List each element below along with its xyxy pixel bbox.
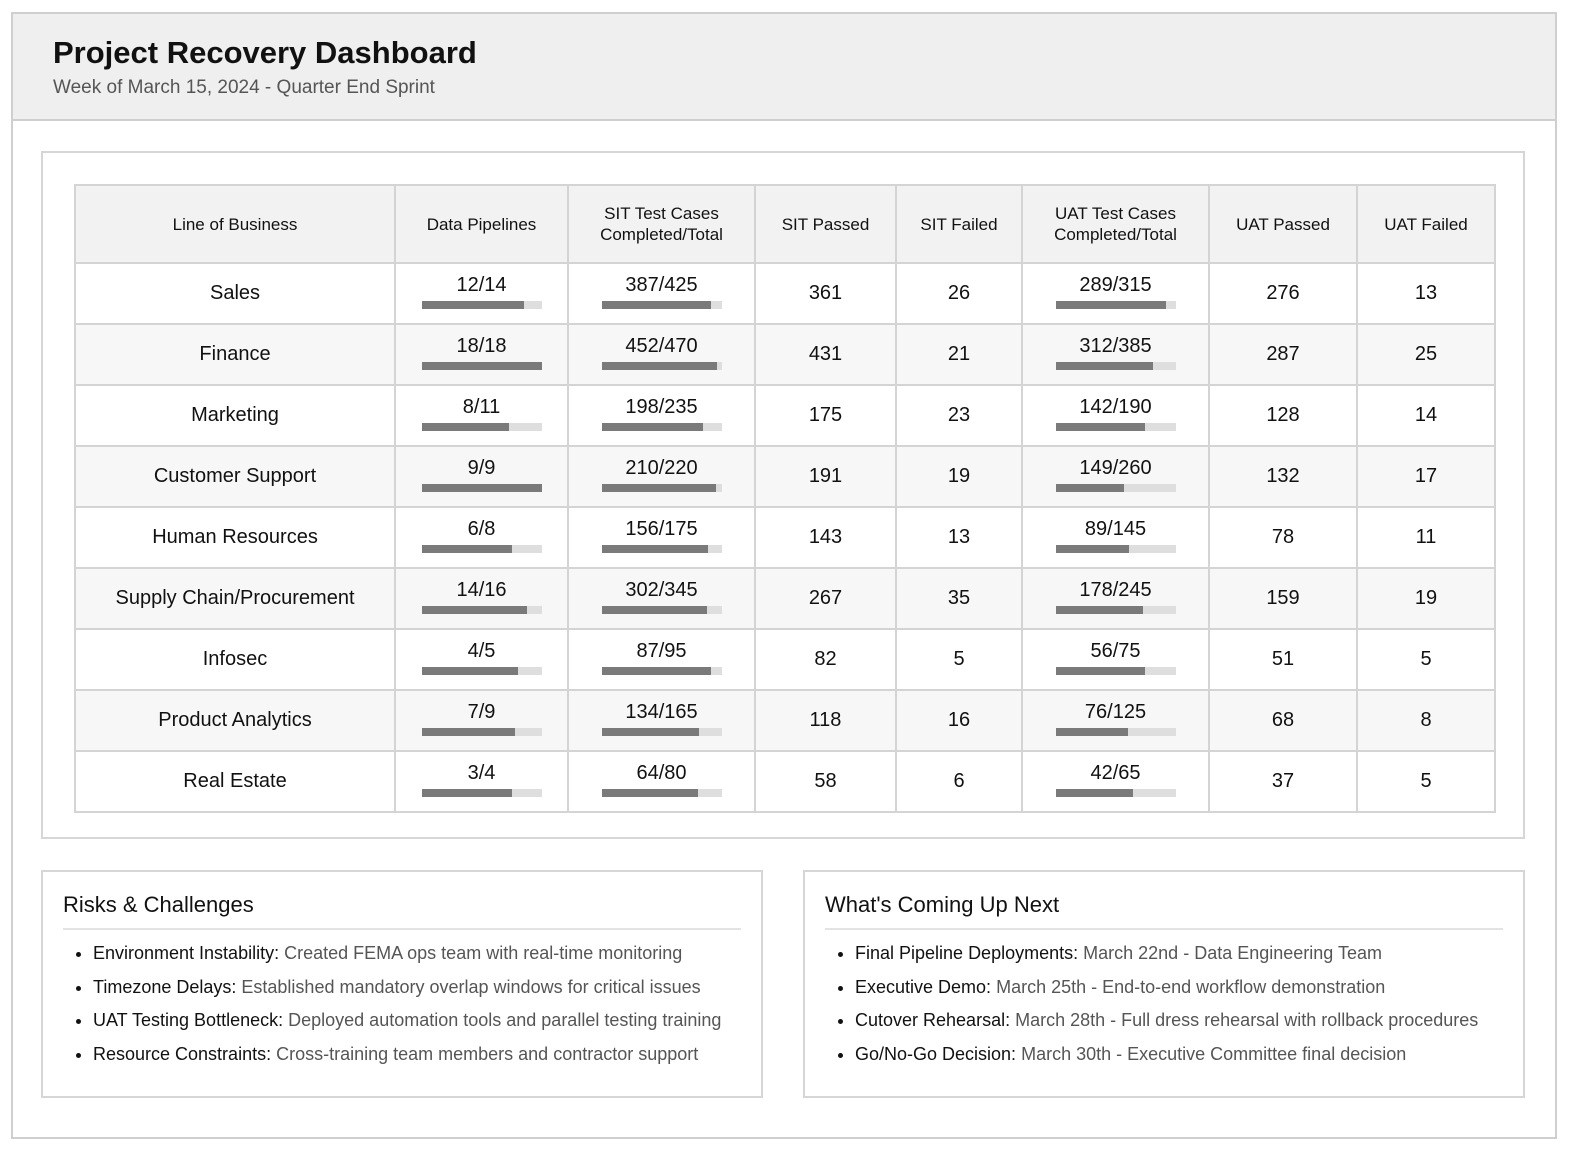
progress-bar-fill (422, 789, 512, 797)
progress-bar-fill (1056, 606, 1143, 614)
progress-bar-fill (602, 667, 712, 675)
cell-line-of-business-value: Marketing (191, 404, 279, 426)
risk-label: Timezone Delays: (93, 976, 237, 997)
cell-sit-failed (896, 629, 1022, 690)
table-header-row (75, 185, 1495, 263)
next-steps-panel (803, 870, 1525, 1098)
cell-sit-passed (755, 446, 896, 507)
next-steps-list (825, 942, 1503, 1065)
cell-uat-test-cases-value: 56/75 (1090, 640, 1141, 662)
cell-sit-test-cases (568, 507, 755, 568)
cell-uat-passed (1209, 507, 1357, 568)
table-body (75, 263, 1495, 812)
cell-data-pipelines (395, 446, 568, 507)
cell-uat-passed (1209, 263, 1357, 324)
cell-uat-test-cases-value: 178/245 (1079, 579, 1152, 601)
progress-bar (602, 789, 722, 797)
cell-uat-passed-value: 287 (1266, 343, 1300, 365)
cell-data-pipelines-value: 3/4 (467, 762, 496, 784)
cell-sit-test-cases-value: 87/95 (636, 640, 687, 662)
progress-bar (602, 484, 722, 492)
table-row (75, 568, 1495, 629)
cell-uat-passed-value: 276 (1266, 282, 1300, 304)
cell-uat-failed (1357, 751, 1495, 812)
risk-text: Created FEMA ops team with real-time monitoring (284, 943, 683, 963)
cell-data-pipelines-value: 9/9 (467, 457, 496, 479)
cell-uat-passed (1209, 690, 1357, 751)
progress-bar (422, 667, 542, 675)
cell-uat-failed (1357, 690, 1495, 751)
progress-bar-fill (602, 423, 703, 431)
cell-uat-test-cases-value: 149/260 (1079, 457, 1152, 479)
cell-sit-passed (755, 629, 896, 690)
cell-sit-passed-value: 191 (808, 465, 843, 487)
cell-line-of-business-value: Customer Support (153, 465, 317, 487)
next-step-text: March 28th - Full dress rehearsal with rollback procedures (1015, 1010, 1479, 1031)
progress-bar (602, 301, 722, 309)
cell-uat-failed-value: 5 (1420, 648, 1432, 670)
cell-sit-test-cases-value: 134/165 (625, 701, 698, 723)
cell-uat-passed-value: 37 (1271, 770, 1295, 792)
progress-bar-fill (422, 484, 542, 492)
progress-bar (422, 362, 542, 370)
table-row (75, 629, 1495, 690)
cell-uat-failed-value: 13 (1414, 282, 1438, 304)
progress-bar (422, 606, 542, 614)
cell-data-pipelines-value: 4/5 (467, 640, 496, 662)
progress-bar (1056, 728, 1176, 736)
cell-uat-failed (1357, 324, 1495, 385)
progress-bar (422, 545, 542, 553)
progress-bar-fill (1056, 545, 1130, 553)
progress-bar (422, 789, 542, 797)
cell-sit-test-cases-value: 156/175 (625, 518, 698, 540)
table-row (75, 324, 1495, 385)
cell-uat-failed-value: 11 (1415, 526, 1437, 548)
progress-bar-fill (602, 301, 711, 309)
cell-line-of-business-value: Supply Chain/Procurement (115, 587, 355, 609)
cell-sit-passed-value: 175 (808, 404, 843, 426)
cell-data-pipelines-value: 7/9 (467, 701, 496, 723)
cell-data-pipelines (395, 507, 568, 568)
cell-sit-failed-value: 5 (953, 648, 965, 670)
cell-line-of-business (75, 446, 395, 507)
cell-data-pipelines-value: 18/18 (456, 335, 507, 357)
progress-bar (1056, 362, 1176, 370)
progress-bar-fill (422, 728, 515, 736)
cell-sit-passed (755, 690, 896, 751)
progress-bar-fill (1056, 667, 1146, 675)
cell-uat-passed-value: 159 (1266, 587, 1300, 609)
cell-sit-passed-value: 118 (809, 709, 842, 731)
cell-sit-passed-value: 361 (808, 282, 843, 304)
next-step-label: Final Pipeline Deployments: (855, 943, 1079, 963)
column-header-sit-passed: SIT Passed (755, 185, 896, 263)
status-table (74, 184, 1496, 813)
cell-uat-test-cases (1022, 507, 1209, 568)
cell-uat-test-cases (1022, 324, 1209, 385)
progress-bar-fill (602, 484, 717, 492)
cell-line-of-business (75, 629, 395, 690)
cell-sit-failed-value: 16 (947, 709, 971, 731)
dashboard-header (13, 14, 1555, 121)
progress-bar-fill (422, 423, 509, 431)
cell-sit-failed-value: 13 (947, 526, 971, 548)
cell-uat-test-cases (1022, 385, 1209, 446)
cell-data-pipelines (395, 324, 568, 385)
cell-line-of-business-value: Finance (199, 343, 271, 365)
cell-sit-passed-value: 82 (814, 648, 837, 670)
cell-sit-test-cases (568, 263, 755, 324)
risk-label: Environment Instability: (93, 943, 280, 963)
progress-bar-fill (602, 789, 698, 797)
next-step-text: March 22nd - Data Engineering Team (1083, 943, 1382, 963)
cell-sit-test-cases-value: 302/345 (625, 579, 698, 601)
progress-bar (1056, 789, 1176, 797)
cell-uat-passed (1209, 629, 1357, 690)
progress-bar-fill (422, 667, 518, 675)
cell-data-pipelines (395, 690, 568, 751)
cell-uat-failed-value: 5 (1420, 770, 1432, 792)
cell-sit-failed-value: 19 (947, 465, 971, 487)
cell-sit-test-cases (568, 324, 755, 385)
cell-line-of-business (75, 324, 395, 385)
cell-sit-failed-value: 21 (947, 343, 971, 365)
progress-bar-fill (602, 606, 707, 614)
next-step-item (855, 942, 1503, 964)
cell-line-of-business-value: Real Estate (183, 770, 287, 792)
cell-uat-test-cases-value: 76/125 (1084, 701, 1147, 723)
progress-bar-fill (1056, 728, 1129, 736)
cell-sit-failed (896, 751, 1022, 812)
page-title: Project Recovery Dashboard (53, 35, 477, 70)
cell-sit-test-cases (568, 568, 755, 629)
cell-line-of-business-value: Infosec (202, 648, 268, 670)
progress-bar (602, 362, 722, 370)
cell-uat-passed-value: 128 (1266, 404, 1300, 426)
progress-bar-fill (1056, 423, 1146, 431)
cell-uat-failed-value: 14 (1414, 404, 1438, 426)
table-row (75, 690, 1495, 751)
risk-item (93, 1043, 741, 1065)
column-header-sit-failed: SIT Failed (896, 185, 1022, 263)
progress-bar-fill (1056, 301, 1166, 309)
cell-uat-passed-value: 68 (1271, 709, 1295, 731)
cell-sit-test-cases-value: 387/425 (625, 274, 698, 296)
column-header-uat-failed: UAT Failed (1357, 185, 1495, 263)
cell-sit-failed-value: 23 (947, 404, 971, 426)
risk-text: Established mandatory overlap windows for critical issues (241, 976, 701, 997)
cell-uat-failed (1357, 385, 1495, 446)
risk-item (93, 942, 741, 964)
progress-bar-fill (1056, 362, 1153, 370)
cell-sit-failed-value: 26 (947, 282, 971, 304)
cell-uat-test-cases (1022, 568, 1209, 629)
next-step-text: March 30th - Executive Committee final decision (1021, 1043, 1407, 1064)
risk-label: UAT Testing Bottleneck: (93, 1010, 284, 1031)
cell-uat-passed (1209, 324, 1357, 385)
cell-sit-passed (755, 507, 896, 568)
cell-sit-passed-value: 143 (808, 526, 843, 548)
cell-data-pipelines-value: 14/16 (456, 579, 507, 601)
cell-uat-test-cases (1022, 690, 1209, 751)
cell-uat-failed (1357, 507, 1495, 568)
cell-sit-failed (896, 690, 1022, 751)
cell-line-of-business (75, 263, 395, 324)
cell-sit-passed-value: 58 (814, 770, 837, 792)
cell-sit-passed (755, 568, 896, 629)
cell-sit-test-cases (568, 690, 755, 751)
cell-sit-test-cases (568, 446, 755, 507)
progress-bar-fill (422, 545, 512, 553)
risk-item (93, 976, 741, 998)
risk-item (93, 1009, 741, 1031)
cell-uat-test-cases (1022, 446, 1209, 507)
progress-bar (1056, 423, 1176, 431)
cell-uat-failed-value: 19 (1414, 587, 1438, 609)
cell-uat-test-cases (1022, 629, 1209, 690)
next-step-item (855, 1043, 1503, 1065)
cell-data-pipelines-value: 8/11 (462, 396, 501, 418)
cell-line-of-business-value: Human Resources (152, 526, 318, 548)
progress-bar (1056, 301, 1176, 309)
cell-line-of-business-value: Sales (209, 282, 261, 304)
cell-data-pipelines (395, 629, 568, 690)
cell-uat-passed-value: 51 (1271, 648, 1295, 670)
cell-uat-test-cases (1022, 751, 1209, 812)
cell-uat-failed-value: 8 (1420, 709, 1432, 731)
table-row (75, 507, 1495, 568)
cell-sit-passed (755, 385, 896, 446)
cell-sit-failed (896, 446, 1022, 507)
progress-bar-fill (602, 362, 717, 370)
cell-data-pipelines (395, 385, 568, 446)
table-row (75, 446, 1495, 507)
progress-bar (1056, 667, 1176, 675)
page-subtitle: Week of March 15, 2024 - Quarter End Sprint (53, 77, 435, 98)
progress-bar-fill (602, 728, 699, 736)
cell-sit-failed (896, 568, 1022, 629)
progress-bar (602, 606, 722, 614)
cell-sit-passed (755, 751, 896, 812)
cell-uat-failed-value: 17 (1414, 465, 1438, 487)
cell-line-of-business (75, 507, 395, 568)
progress-bar-fill (1056, 789, 1134, 797)
progress-bar (602, 667, 722, 675)
cell-uat-test-cases-value: 89/145 (1084, 518, 1147, 540)
progress-bar (1056, 545, 1176, 553)
table-row (75, 385, 1495, 446)
cell-data-pipelines (395, 568, 568, 629)
cell-line-of-business (75, 751, 395, 812)
cell-sit-failed-value: 6 (953, 770, 965, 792)
column-header-sit-test-cases: SIT Test Cases Completed/Total (568, 185, 755, 263)
next-step-text: March 25th - End-to-end workflow demonstration (996, 976, 1386, 997)
progress-bar (602, 545, 722, 553)
progress-bar (422, 423, 542, 431)
progress-bar-fill (602, 545, 709, 553)
risks-panel (41, 870, 763, 1098)
cell-sit-failed (896, 385, 1022, 446)
risk-text: Deployed automation tools and parallel testing training (288, 1010, 722, 1031)
cell-sit-failed (896, 324, 1022, 385)
cell-uat-passed (1209, 446, 1357, 507)
cell-uat-test-cases-value: 289/315 (1079, 274, 1152, 296)
cell-sit-failed-value: 35 (947, 587, 971, 609)
cell-data-pipelines (395, 751, 568, 812)
status-table-panel (41, 151, 1525, 839)
cell-line-of-business-value: Product Analytics (158, 709, 312, 731)
cell-uat-failed (1357, 446, 1495, 507)
cell-line-of-business (75, 690, 395, 751)
cell-uat-passed (1209, 751, 1357, 812)
cell-sit-test-cases-value: 198/235 (625, 396, 698, 418)
cell-line-of-business (75, 568, 395, 629)
cell-sit-passed-value: 431 (808, 343, 843, 365)
progress-bar-fill (1056, 484, 1125, 492)
cell-sit-failed (896, 507, 1022, 568)
column-header-line-of-business: Line of Business (75, 185, 395, 263)
cell-uat-passed-value: 78 (1271, 526, 1295, 548)
cell-line-of-business (75, 385, 395, 446)
cell-sit-passed (755, 324, 896, 385)
progress-bar (1056, 484, 1176, 492)
cell-sit-passed-value: 267 (808, 587, 843, 609)
cell-uat-failed (1357, 568, 1495, 629)
cell-uat-test-cases (1022, 263, 1209, 324)
cell-sit-test-cases (568, 629, 755, 690)
risk-text: Cross-training team members and contractor support (276, 1043, 699, 1064)
cell-uat-failed (1357, 263, 1495, 324)
progress-bar-fill (422, 606, 527, 614)
column-header-uat-test-cases: UAT Test Cases Completed/Total (1022, 185, 1209, 263)
risks-list (63, 942, 741, 1065)
progress-bar (422, 484, 542, 492)
next-step-label: Cutover Rehearsal: (855, 1010, 1011, 1031)
risk-label: Resource Constraints: (93, 1043, 272, 1064)
risks-title: Risks & Challenges (63, 890, 741, 930)
cell-sit-test-cases-value: 452/470 (625, 335, 698, 357)
cell-sit-failed (896, 263, 1022, 324)
progress-bar-fill (422, 301, 525, 309)
progress-bar-fill (422, 362, 542, 370)
cell-data-pipelines-value: 12/14 (456, 274, 507, 296)
cell-uat-test-cases-value: 142/190 (1079, 396, 1152, 418)
cell-sit-test-cases-value: 64/80 (636, 762, 687, 784)
cell-sit-test-cases (568, 385, 755, 446)
cell-sit-passed (755, 263, 896, 324)
next-step-label: Executive Demo: (855, 976, 992, 997)
next-step-item (855, 976, 1503, 998)
cell-uat-test-cases-value: 312/385 (1079, 335, 1152, 357)
next-steps-title: What's Coming Up Next (825, 890, 1503, 930)
cell-uat-failed (1357, 629, 1495, 690)
column-header-data-pipelines: Data Pipelines (395, 185, 568, 263)
table-row (75, 751, 1495, 812)
table-row (75, 263, 1495, 324)
progress-bar (602, 423, 722, 431)
cell-sit-test-cases-value: 210/220 (625, 457, 698, 479)
column-header-uat-passed: UAT Passed (1209, 185, 1357, 263)
cell-sit-test-cases (568, 751, 755, 812)
next-step-label: Go/No-Go Decision: (855, 1043, 1017, 1064)
cell-uat-test-cases-value: 42/65 (1090, 762, 1141, 784)
cell-uat-passed (1209, 568, 1357, 629)
progress-bar (602, 728, 722, 736)
next-step-item (855, 1009, 1503, 1031)
cell-uat-failed-value: 25 (1414, 343, 1438, 365)
progress-bar (1056, 606, 1176, 614)
cell-data-pipelines-value: 6/8 (467, 518, 496, 540)
cell-uat-passed (1209, 385, 1357, 446)
cell-uat-passed-value: 132 (1266, 465, 1300, 487)
progress-bar (422, 728, 542, 736)
cell-data-pipelines (395, 263, 568, 324)
progress-bar (422, 301, 542, 309)
